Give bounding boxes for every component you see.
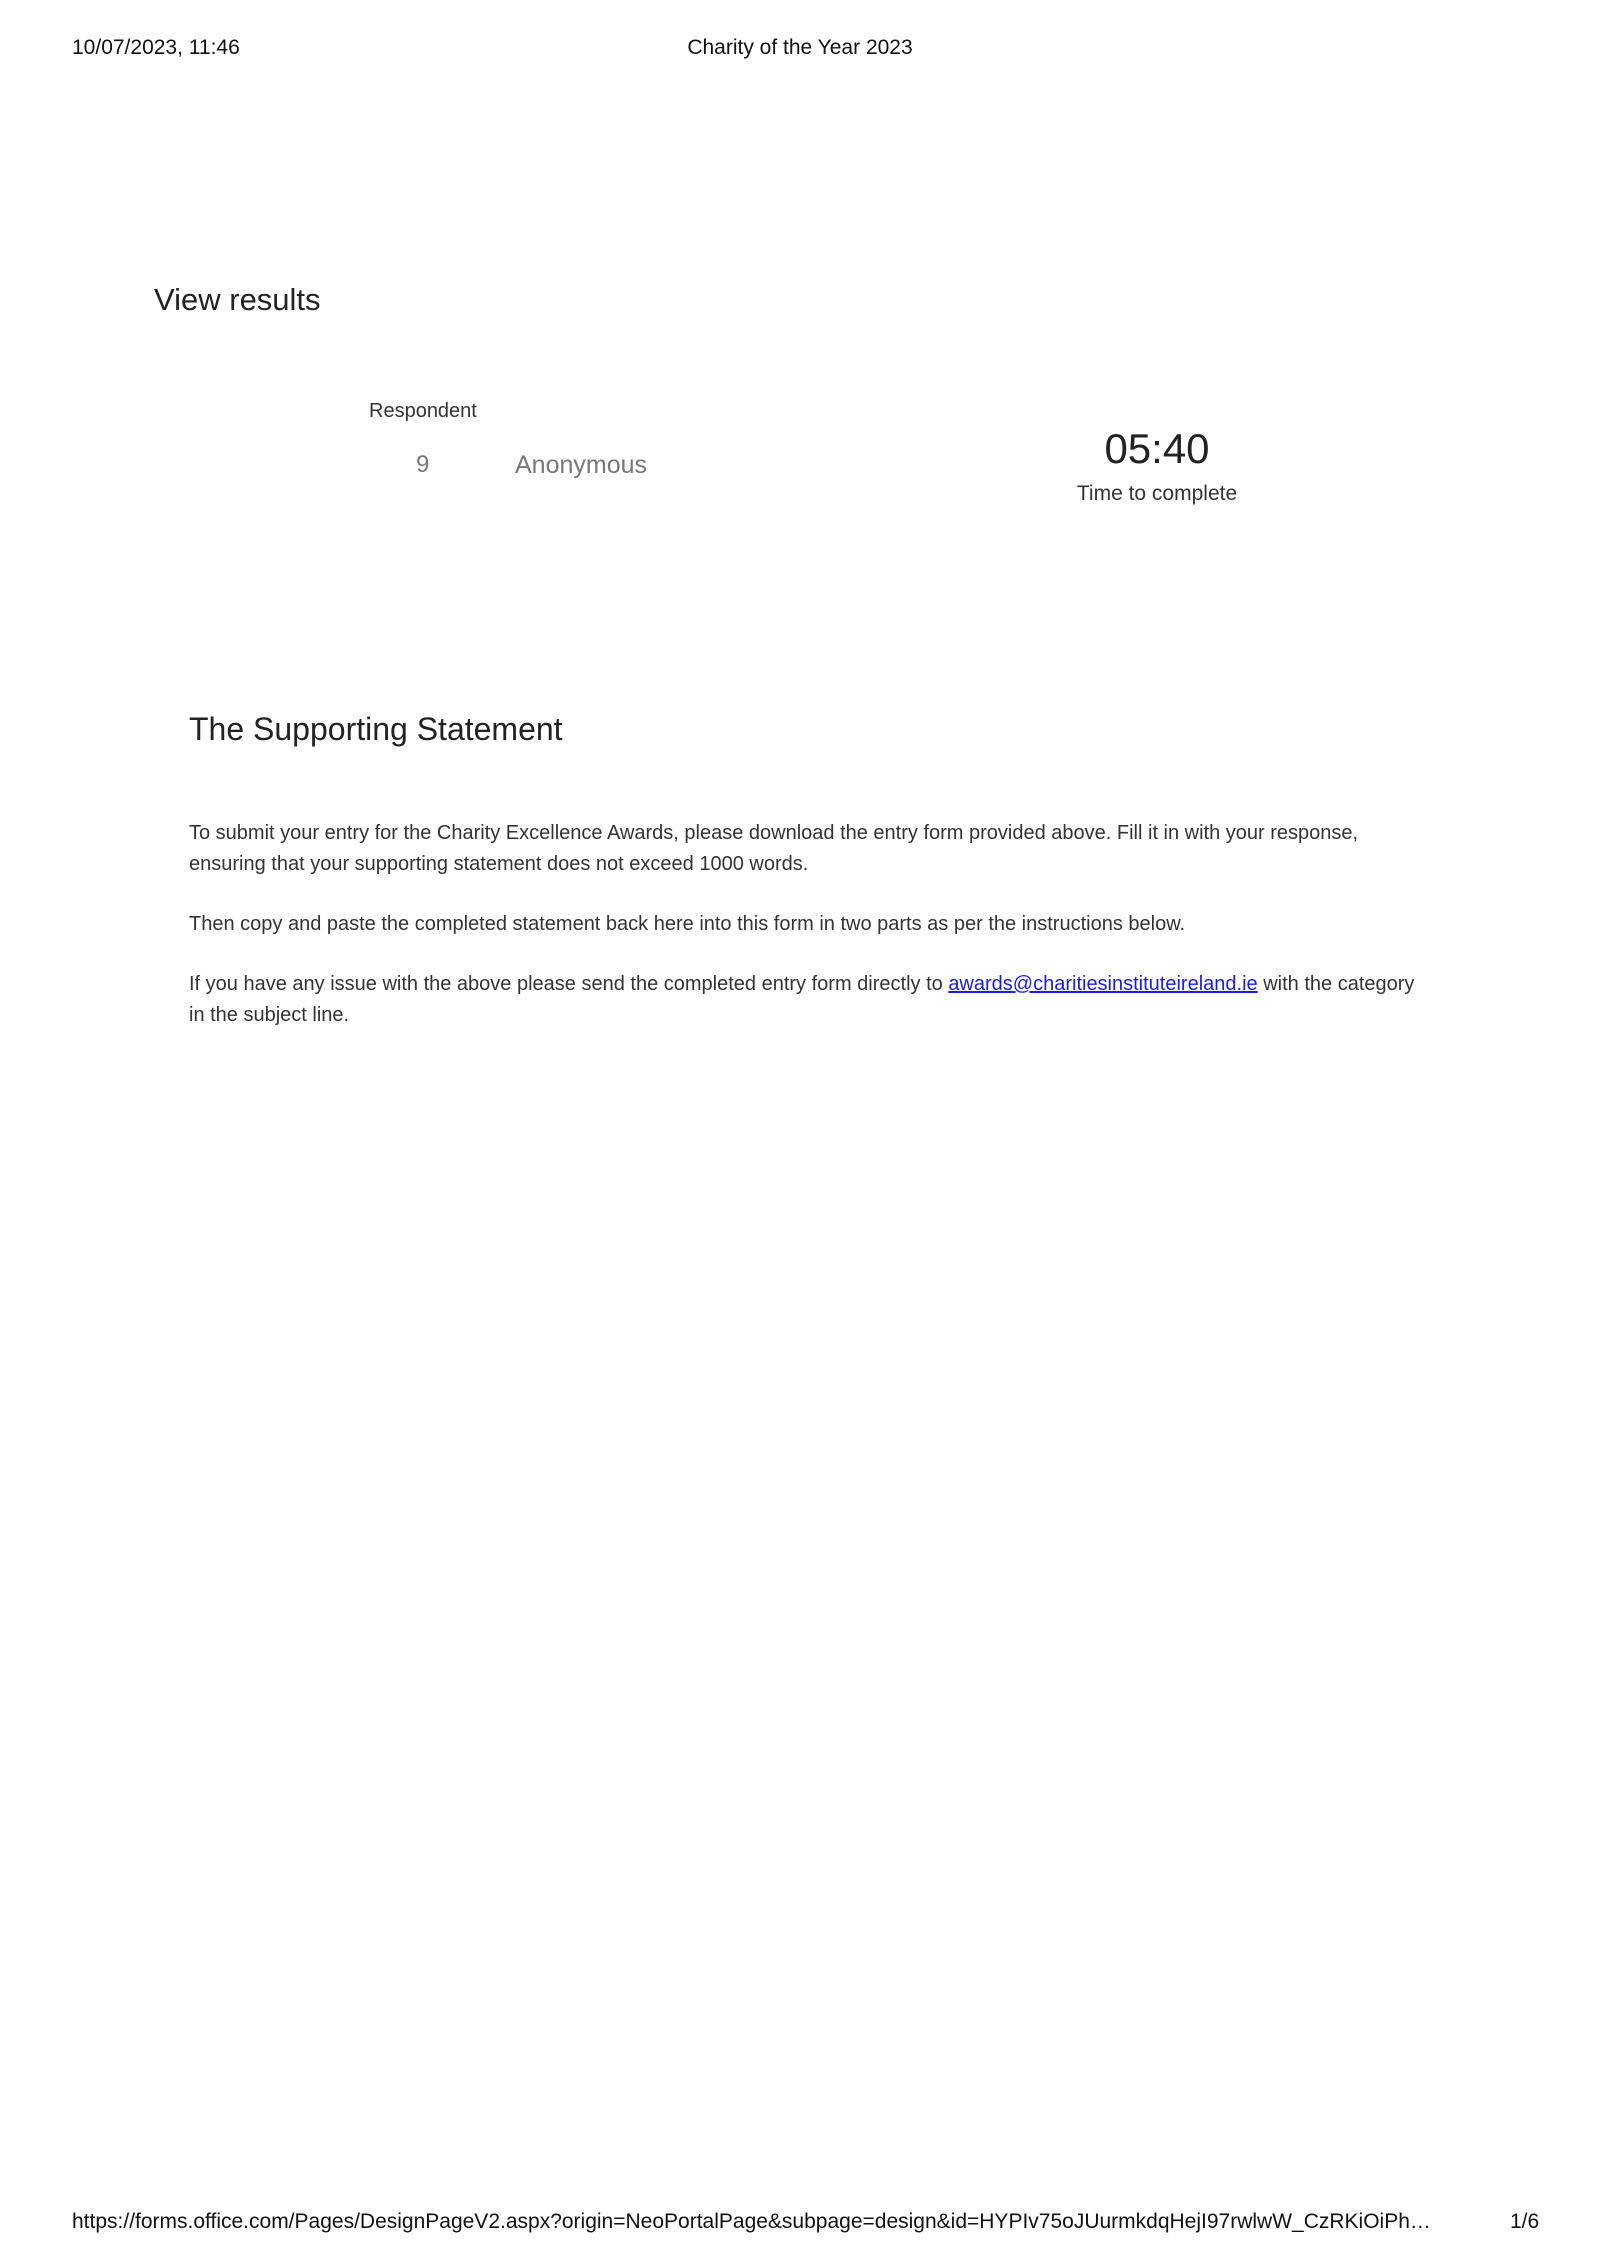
paragraph-3-text-before: If you have any issue with the above please send the completed entry form directly to [189,973,949,995]
view-results-heading: View results [154,282,321,317]
respondent-number: 9 [416,451,430,478]
section-title: The Supporting Statement [189,711,563,747]
time-to-complete-label: Time to complete [1076,482,1238,505]
print-page-number: 1/6 [1510,2210,1540,2233]
paragraph-3-text-after: with the category in the subject line. [189,973,1415,1026]
respondent-name: Anonymous [515,451,648,479]
instructions-paragraph-2: Then copy and paste the completed statement back here into this form in two parts as per the instructions below. [189,913,1186,935]
print-page-title: Charity of the Year 2023 [687,36,913,59]
instructions-paragraph-1: To submit your entry for the Charity Excellence Awards, please download the entry form provided above. Fill it in with your response, ensuring that your supporting statement does not exceed 1000 words. [189,822,1359,875]
instructions-paragraph-3 [189,969,1419,1031]
awards-email-link[interactable]: awards@charitiesinstituteireland.ie [948,973,1258,995]
time-to-complete-value: 05:40 [1104,425,1210,472]
respondent-label: Respondent [369,400,477,422]
print-footer-url: https://forms.office.com/Pages/DesignPageV2.aspx?origin=NeoPortalPage&subpage=design&id=HYPIv75oJUurmkdqHejI97rwlwW_CzRKiOiPh… [72,2210,1431,2233]
print-date-time: 10/07/2023, 11:46 [72,36,240,59]
